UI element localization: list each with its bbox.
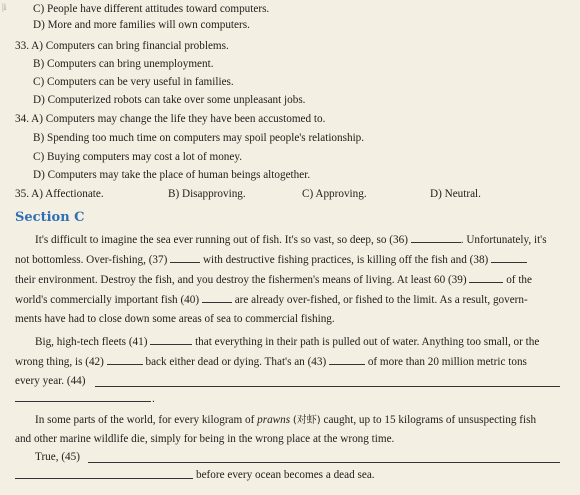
p4-line-2: before every ocean becomes a dead sea. [196,469,375,481]
blank-37[interactable] [170,252,200,263]
p3-line-1: In some parts of the world, for every kilogram of prawns (对虾) caught, up to 15 kilograms of unsuspecting fish [35,414,537,426]
q32-option-d: D) More and more families will own computers. [33,19,250,31]
q34-option-b: B) Spending too much time on computers may spoil people's relationship. [33,132,365,144]
q35-option-d: D) Neutral. [430,188,481,200]
blank-44-line-1[interactable] [95,386,560,387]
p2-line-1: Big, high-tech fleets (41) that everything in their path is pulled out of water. Anything too small, or the [35,336,540,348]
blank-41[interactable] [150,334,192,345]
q35-option-a: 35. A) Affectionate. [15,188,104,200]
q35-option-b: B) Disapproving. [168,188,246,200]
blank-45-line-2[interactable] [15,478,193,479]
q33-option-d: D) Computerized robots can take over some unpleasant jobs. [33,94,306,106]
period: . [152,393,155,405]
blank-36[interactable] [411,232,461,243]
p1-line-5: ments have had to close down some areas of sea to commercial fishing. [15,313,335,325]
blank-44-line-2[interactable] [15,401,151,402]
blank-45-line-1[interactable] [88,462,560,463]
blank-43[interactable] [329,354,365,365]
margin-mark: |i [2,2,7,12]
p2-line-3: every year. (44) [15,375,86,387]
blank-40[interactable] [202,292,232,303]
q34-option-d: D) Computers may take the place of human beings altogether. [33,169,311,181]
p1-line-4: world's commercially important fish (40) are already over-fished, or fished to the limit. As a result, govern- [15,294,528,306]
q33-option-b: B) Computers can bring unemployment. [33,58,214,70]
q33-option-c: C) Computers can be very useful in families. [33,76,234,88]
question-number: 34. [15,113,29,125]
p3-line-2: and other marine wildlife die, simply for being in the wrong place at the wrong time. [15,433,395,445]
blank-42[interactable] [107,354,143,365]
q34-option-a: 34. A) Computers may change the life they have been accustomed to. [15,113,326,125]
section-title: Section C [15,210,85,225]
p1-line-3: their environment. Destroy the fish, and you destroy the fishermen's means of living. At least 60 (39) of the [15,274,532,286]
blank-38[interactable] [491,252,527,263]
blank-39[interactable] [469,272,503,283]
q34-option-c: C) Buying computers may cost a lot of money. [33,151,243,163]
q35-option-c: C) Approving. [302,188,367,200]
p2-line-2: wrong thing, is (42) back either dead or dying. That's an (43) of more than 20 million metric tons [15,356,527,368]
q33-option-a: 33. A) Computers can bring financial problems. [15,40,229,52]
q32-option-c: C) People have different attitudes toward computers. [33,3,270,15]
p1-line-2: not bottomless. Over-fishing, (37) with destructive fishing practices, is killing off the fish and (38) [15,252,527,267]
question-number: 35. [15,188,29,200]
question-number: 33. [15,40,29,52]
p1-line-1: It's difficult to imagine the sea ever running out of fish. It's so vast, so deep, so (36) . Unfortunately, it's [35,234,547,246]
p4-line-1: True, (45) [35,451,80,463]
